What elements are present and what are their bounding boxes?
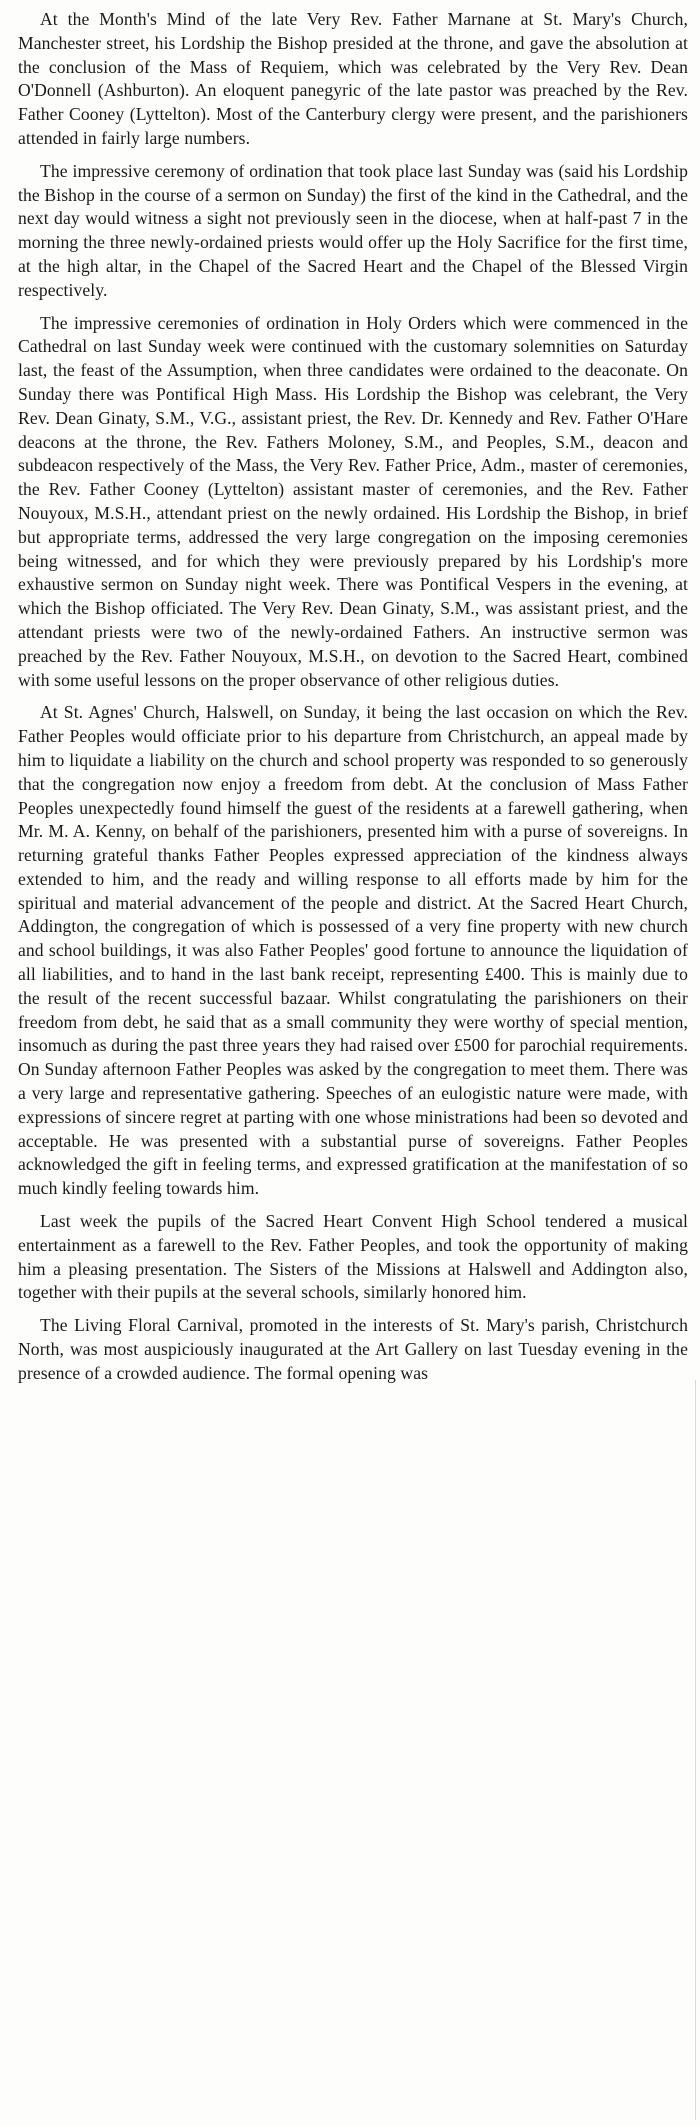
paragraph-months-mind: At the Month's Mind of the late Very Rev. Father Marnane at St. Mary's Church, Manchester street, his Lordship the Bishop presided at the throne, and gave the absolution at the conclusion of the Mass of Requiem, which was celebrated by the Very Rev. Dean O'Donnell (Ashburton). An eloquent panegyric of the late pastor was preached by the Rev. Father Cooney (Lyttelton). Most of the Canterbury clergy were present, and the parishioners attended in fairly large numbers. [18, 9, 688, 148]
paragraph-floral-carnival: The Living Floral Carnival, promoted in the interests of St. Mary's parish, Christchurch North, was most auspiciously inaugurated at the Art Gallery on last Tuesday evening in the presence of a crowded audience. The formal opening was [18, 1315, 688, 1383]
paragraph-convent-school: Last week the pupils of the Sacred Heart Convent High School tendered a musical entertainment as a farewell to the Rev. Father Peoples, and took the opportunity of making him a pleasing presentation. The Sisters of the Missions at Halswell and Addington also, together with their pupils at the several schools, similarly honored him. [18, 1211, 688, 1303]
paragraph-st-agnes-halswell: At St. Agnes' Church, Halswell, on Sunday, it being the last occasion on which the Rev. Father Peoples would officiate prior to his departure from Christchurch, an appeal made by him to liquidate a liability on the church and school property was responded to so generously that the congregation now enjoy a freedom from debt. At the conclusion of Mass Father Peoples unexpectedly found himself the guest of the residents at a farewell gathering, when Mr. M. A. Kenny, on behalf of the parishioners, presented him with a purse of sovereigns. In returning grateful thanks Father Peoples expressed appreciation of the kindness always extended to him, and the ready and willing response to all efforts made by him for the spiritual and material advancement of the people and district. At the Sacred Heart Church, Addington, the congregation of which is possessed of a very fine property with new church and school buildings, it was also Father Peoples' good fortune to announce the liquidation of all liabilities, and to hand in the last bank receipt, representing £400. This is mainly due to the result of the recent successful bazaar. Whilst congratulating the parishioners on their freedom from debt, he said that as a small community they were worthy of special mention, insomuch as during the past three years they had raised over £500 for parochial requirements. On Sunday afternoon Father Peoples was asked by the congregation to meet them. There was a very large and representative gathering. Speeches of an eulogistic nature were made, with expressions of sincere regret at parting with one whose ministrations had been so devoted and acceptable. He was presented with a substantial purse of sovereigns. Father Peoples acknowledged the gift in feeling terms, and expressed gratification at the manifestation of so much kindly feeling towards him. [18, 702, 688, 1199]
paragraph-holy-orders: The impressive ceremonies of ordination in Holy Orders which were commenced in the Cathedral on last Sunday week were continued with the customary solemnities on Saturday last, the feast of the Assumption, when three candidates were ordained to the deaconate. On Sunday there was Pontifical High Mass. His Lordship the Bishop was celebrant, the Very Rev. Dean Ginaty, S.M., V.G., assistant priest, the Rev. Dr. Kennedy and Rev. Father O'Hare deacons at the throne, the Rev. Fathers Moloney, S.M., and Peoples, S.M., deacon and subdeacon respectively of the Mass, the Very Rev. Father Price, Adm., master of ceremonies, the Rev. Father Cooney (Lyttelton) assistant master of ceremonies, and the Rev. Father Nouyoux, M.S.H., attendant priest on the newly ordained. His Lordship the Bishop, in brief but appropriate terms, addressed the very large congregation on the imposing ceremonies being witnessed, and for which they were previously prepared by his Lordship's more exhaustive sermon on Sunday night week. There was Pontifical Vespers in the evening, at which the Bishop officiated. The Very Rev. Dean Ginaty, S.M., was assistant priest, and the attendant priests were two of the newly-ordained Fathers. An instructive sermon was preached by the Rev. Father Nouyoux, M.S.H., on devotion to the Sacred Heart, combined with some useful lessons on the proper observance of other religious duties. [18, 312, 688, 690]
column-rule [695, 1380, 696, 2120]
paragraph-ordination-sermon: The impressive ceremony of ordination that took place last Sunday was (said his Lordship the Bishop in the course of a sermon on Sunday) the first of the kind in the Cathedral, and the next day would witness a sight not previously seen in the diocese, when at half-past 7 in the morning the three newly-ordained priests would offer up the Holy Sacrifice for the first time, at the high altar, in the Chapel of the Sacred Heart and the Chapel of the Blessed Virgin respectively. [18, 160, 688, 300]
